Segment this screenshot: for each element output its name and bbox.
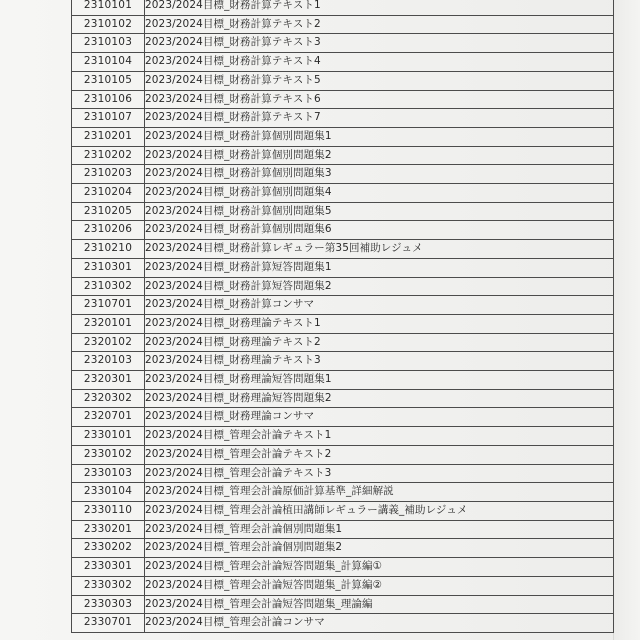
item-title: 2023/2024目標_財務計算短答問題集1	[145, 258, 614, 277]
item-title: 2023/2024目標_管理会計論コンサマ	[145, 614, 614, 633]
item-code: 2310210	[72, 240, 145, 259]
table-row	[72, 221, 614, 240]
item-title: 2023/2024目標_財務計算テキスト6	[145, 90, 614, 109]
item-title: 2023/2024目標_財務計算個別問題集6	[145, 221, 614, 240]
item-code: 2310203	[72, 165, 145, 184]
table-row	[72, 539, 614, 558]
item-code: 2310101	[72, 0, 145, 15]
item-title: 2023/2024目標_財務計算個別問題集3	[145, 165, 614, 184]
item-title: 2023/2024目標_管理会計論短答問題集_計算編②	[145, 576, 614, 595]
table-row	[72, 389, 614, 408]
item-title: 2023/2024目標_財務計算テキスト7	[145, 109, 614, 128]
item-title: 2023/2024目標_財務計算個別問題集2	[145, 146, 614, 165]
item-list-table	[71, 0, 614, 633]
table-row	[72, 576, 614, 595]
item-code: 2330701	[72, 614, 145, 633]
item-list-body	[72, 0, 614, 632]
item-code: 2310102	[72, 15, 145, 34]
table-row	[72, 146, 614, 165]
item-title: 2023/2024目標_財務計算個別問題集1	[145, 127, 614, 146]
item-code: 2310103	[72, 34, 145, 53]
table-row	[72, 333, 614, 352]
item-title: 2023/2024目標_財務計算短答問題集2	[145, 277, 614, 296]
table-row	[72, 614, 614, 633]
item-title: 2023/2024目標_財務計算テキスト3	[145, 34, 614, 53]
table-row	[72, 90, 614, 109]
item-title: 2023/2024目標_管理会計論個別問題集2	[145, 539, 614, 558]
table-row	[72, 464, 614, 483]
item-title: 2023/2024目標_管理会計論原価計算基準_詳細解説	[145, 483, 614, 502]
table-row	[72, 520, 614, 539]
item-code: 2310204	[72, 184, 145, 203]
item-code: 2320302	[72, 389, 145, 408]
item-title: 2023/2024目標_管理会計論テキスト1	[145, 427, 614, 446]
table-row	[72, 408, 614, 427]
item-code: 2310202	[72, 146, 145, 165]
item-code: 2330303	[72, 595, 145, 614]
table-row	[72, 127, 614, 146]
item-code: 2320102	[72, 333, 145, 352]
item-code: 2310201	[72, 127, 145, 146]
item-title: 2023/2024目標_財務計算テキスト5	[145, 71, 614, 90]
table-row	[72, 202, 614, 221]
item-code: 2320301	[72, 371, 145, 390]
table-row	[72, 258, 614, 277]
table-row	[72, 240, 614, 259]
item-title: 2023/2024目標_財務理論テキスト3	[145, 352, 614, 371]
item-code: 2320101	[72, 314, 145, 333]
table-row	[72, 427, 614, 446]
item-code: 2330202	[72, 539, 145, 558]
item-code: 2310105	[72, 71, 145, 90]
table-row	[72, 445, 614, 464]
item-code: 2310302	[72, 277, 145, 296]
item-code: 2330302	[72, 576, 145, 595]
item-title: 2023/2024目標_財務理論コンサマ	[145, 408, 614, 427]
table-row	[72, 109, 614, 128]
item-title: 2023/2024目標_財務理論テキスト1	[145, 314, 614, 333]
paper-edge	[613, 0, 640, 640]
item-code: 2310107	[72, 109, 145, 128]
table-row	[72, 165, 614, 184]
item-title: 2023/2024目標_財務計算個別問題集4	[145, 184, 614, 203]
item-title: 2023/2024目標_財務計算テキスト1	[145, 0, 614, 15]
item-title: 2023/2024目標_財務計算レギュラー第35回補助レジュメ	[145, 240, 614, 259]
item-code: 2310301	[72, 258, 145, 277]
item-title: 2023/2024目標_財務理論テキスト2	[145, 333, 614, 352]
item-code: 2310206	[72, 221, 145, 240]
item-code: 2330103	[72, 464, 145, 483]
table-row	[72, 71, 614, 90]
table-row	[72, 53, 614, 72]
table-row	[72, 277, 614, 296]
table-row	[72, 34, 614, 53]
item-code: 2310106	[72, 90, 145, 109]
table-row	[72, 558, 614, 577]
table-row	[72, 314, 614, 333]
item-title: 2023/2024目標_管理会計論植田講師レギュラー講義_補助レジュメ	[145, 501, 614, 520]
item-title: 2023/2024目標_管理会計論短答問題集_理論編	[145, 595, 614, 614]
item-title: 2023/2024目標_財務理論短答問題集2	[145, 389, 614, 408]
item-code: 2330110	[72, 501, 145, 520]
table-row	[72, 15, 614, 34]
item-title: 2023/2024目標_管理会計論個別問題集1	[145, 520, 614, 539]
table-row	[72, 501, 614, 520]
table-row	[72, 184, 614, 203]
item-title: 2023/2024目標_管理会計論テキスト2	[145, 445, 614, 464]
item-title: 2023/2024目標_財務計算個別問題集5	[145, 202, 614, 221]
table-row	[72, 371, 614, 390]
item-title: 2023/2024目標_財務計算テキスト4	[145, 53, 614, 72]
item-title: 2023/2024目標_財務計算テキスト2	[145, 15, 614, 34]
item-title: 2023/2024目標_財務理論短答問題集1	[145, 371, 614, 390]
item-code: 2330301	[72, 558, 145, 577]
item-code: 2330201	[72, 520, 145, 539]
table-row	[72, 483, 614, 502]
item-code: 2310205	[72, 202, 145, 221]
table-row	[72, 0, 614, 15]
table-row	[72, 595, 614, 614]
item-title: 2023/2024目標_管理会計論テキスト3	[145, 464, 614, 483]
item-code: 2310701	[72, 296, 145, 315]
table-row	[72, 296, 614, 315]
table-row	[72, 352, 614, 371]
item-title: 2023/2024目標_財務計算コンサマ	[145, 296, 614, 315]
item-code: 2310104	[72, 53, 145, 72]
item-code: 2320701	[72, 408, 145, 427]
item-code: 2320103	[72, 352, 145, 371]
item-code: 2330101	[72, 427, 145, 446]
item-title: 2023/2024目標_管理会計論短答問題集_計算編①	[145, 558, 614, 577]
item-code: 2330102	[72, 445, 145, 464]
item-code: 2330104	[72, 483, 145, 502]
